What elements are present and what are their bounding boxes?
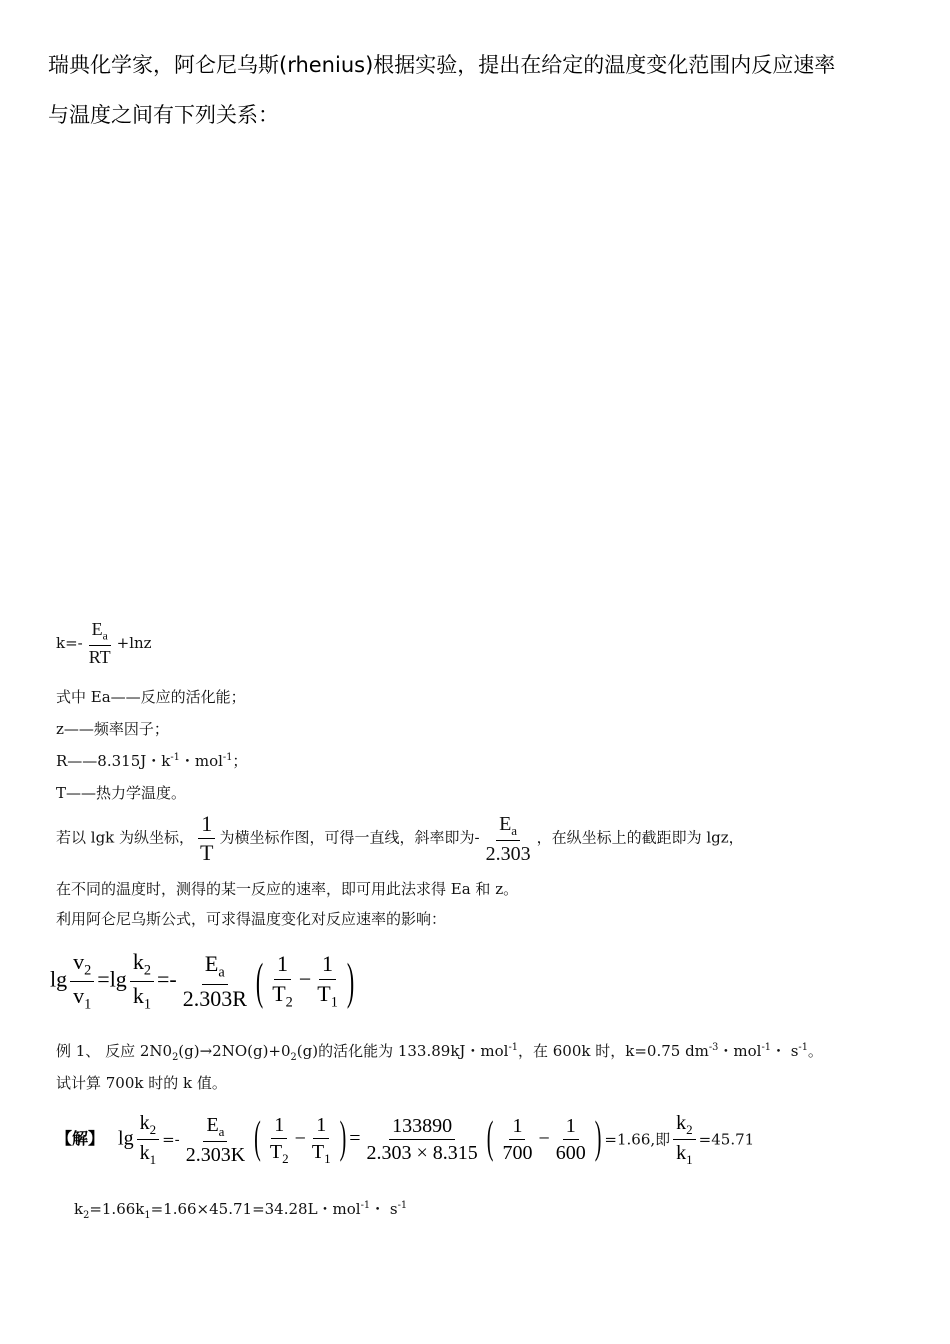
sol-one-d: 1 bbox=[563, 1115, 579, 1140]
formula2-paren-left: ( bbox=[255, 951, 264, 1010]
sol-k-den-sub: 1 bbox=[149, 1152, 157, 1168]
formula2-e-num-sub: a bbox=[218, 964, 225, 981]
sol-t2-frac bbox=[267, 1114, 292, 1166]
formula2-e-frac bbox=[180, 952, 250, 1010]
sol-big-frac bbox=[364, 1115, 481, 1164]
ex-c: (g)的活化能为 133.89kJ・mol bbox=[296, 1042, 509, 1060]
formula2-eq1: =lg bbox=[97, 966, 127, 992]
sol-k1: k bbox=[676, 1142, 687, 1165]
ex-sup4: -1 bbox=[798, 1042, 808, 1053]
formula1-rhs: +lnz bbox=[116, 634, 152, 653]
ex-d: ，在 600k 时，k=0.75 dm bbox=[517, 1042, 709, 1060]
formula2-one-a: 1 bbox=[274, 952, 291, 979]
ex-sup3: -1 bbox=[761, 1042, 771, 1053]
def-t: T——热力学温度。 bbox=[56, 784, 187, 802]
formula2-e-num: E bbox=[204, 951, 219, 977]
intro-line-2: 与温度之间有下列关系： bbox=[48, 103, 279, 127]
formula2-k-num: k bbox=[132, 949, 144, 974]
final-sub1: 2 bbox=[83, 1210, 90, 1221]
ex-sup1: -1 bbox=[508, 1042, 518, 1053]
ex-sup2: -3 bbox=[708, 1042, 719, 1053]
sol-t1-frac bbox=[309, 1114, 334, 1166]
final-sub2: 1 bbox=[144, 1210, 151, 1221]
ex-b: (g)→2NO(g)+0 bbox=[178, 1042, 291, 1060]
para1-frac2 bbox=[483, 813, 534, 865]
formula2-v-frac bbox=[70, 950, 94, 1013]
def-r-post: ； bbox=[232, 752, 248, 770]
sol-eq1: =- bbox=[162, 1130, 180, 1149]
sol-eq2: = bbox=[349, 1127, 361, 1150]
formula1-lhs: k=- bbox=[56, 634, 83, 653]
def-r-sup2: -1 bbox=[222, 752, 233, 763]
final-sup2: -1 bbox=[397, 1200, 408, 1211]
sol-ratio-frac bbox=[673, 1112, 696, 1168]
final-c: =1.66×45.71=34.28L・mol bbox=[150, 1200, 361, 1218]
formula2-one-b: 1 bbox=[319, 952, 336, 979]
ex-f: ・ s bbox=[770, 1042, 799, 1060]
sol-minus2: − bbox=[538, 1127, 550, 1150]
formula2-v-num: v bbox=[73, 949, 85, 974]
final-b: =1.66k bbox=[89, 1200, 145, 1218]
def-z: z——频率因子； bbox=[56, 720, 169, 738]
sol-one-c: 1 bbox=[509, 1115, 525, 1140]
para1-frac2-den: 2.303 bbox=[485, 842, 531, 865]
sol-600: 600 bbox=[555, 1142, 586, 1165]
formula2-t2: T bbox=[272, 980, 286, 1006]
formula1-fraction bbox=[86, 620, 114, 668]
sol-700: 700 bbox=[502, 1142, 533, 1165]
sol-result: =1.66,即 bbox=[604, 1130, 671, 1149]
formula2-k-den: k bbox=[132, 983, 144, 1009]
sol-600-frac bbox=[553, 1115, 589, 1164]
example-1-line1 bbox=[56, 1040, 823, 1063]
formula2-v-den: v bbox=[73, 983, 85, 1009]
formula2-t1-sub: 1 bbox=[330, 994, 338, 1011]
formula1-num: E bbox=[91, 619, 103, 639]
def-ea: 式中 Ea——反应的活化能； bbox=[56, 688, 246, 706]
sol-result2: =45.71 bbox=[698, 1130, 755, 1149]
ex-e: ・mol bbox=[718, 1042, 762, 1060]
formula2-v-num-sub: 2 bbox=[84, 962, 92, 979]
sol-big-den: 2.303 × 8.315 bbox=[366, 1142, 478, 1165]
sol-one-a: 1 bbox=[271, 1114, 287, 1139]
sol-paren-left: ( bbox=[254, 1113, 261, 1164]
arrhenius-formula bbox=[56, 620, 152, 668]
sol-big-num: 133890 bbox=[389, 1115, 455, 1140]
formula2-k-den-sub: 1 bbox=[143, 996, 151, 1013]
formula2-paren-right: ) bbox=[346, 951, 355, 1010]
sol-700-frac bbox=[499, 1115, 535, 1164]
final-answer bbox=[74, 1198, 407, 1221]
sol-k-num-sub: 2 bbox=[149, 1122, 157, 1137]
sol-paren2-right: ) bbox=[594, 1113, 602, 1164]
formula2-t2-sub: 2 bbox=[285, 994, 293, 1011]
formula2-k-num-sub: 2 bbox=[143, 962, 151, 979]
example-1-line2: 试计算 700k 时的 k 值。 bbox=[56, 1074, 227, 1092]
sol-paren2-left: ( bbox=[486, 1113, 494, 1164]
para1-frac1 bbox=[197, 812, 216, 865]
formula2-e-den: 2.303R bbox=[182, 985, 247, 1011]
sol-t2: T bbox=[269, 1140, 283, 1163]
sol-t1: T bbox=[311, 1140, 325, 1163]
para1-c: ，在纵坐标上的截距即为 lgz， bbox=[536, 828, 744, 847]
formula2-lg1: lg bbox=[50, 966, 68, 992]
formula1-num-sub: a bbox=[102, 629, 108, 643]
ex-sub2: 2 bbox=[290, 1052, 297, 1063]
formula2-t1: T bbox=[317, 980, 331, 1006]
para1-line2: 在不同的温度时，测得的某一反应的速率，即可用此法求得 Ea 和 z。 bbox=[56, 880, 519, 898]
ex-sub1: 2 bbox=[172, 1052, 179, 1063]
para1-line3: 利用阿仑尼乌斯公式，可求得温度变化对反应速率的影响： bbox=[56, 910, 447, 928]
formula2-eq2: =- bbox=[156, 966, 177, 992]
formula2-k-frac bbox=[130, 950, 154, 1013]
para1-frac2-num-sub: a bbox=[511, 822, 518, 838]
sol-k2: k bbox=[676, 1112, 687, 1134]
para1-a: 若以 lgk 为纵坐标， bbox=[56, 828, 195, 847]
sol-e-num-sub: a bbox=[218, 1123, 225, 1139]
sol-t1-sub: 1 bbox=[324, 1150, 331, 1166]
intro-paragraph bbox=[48, 40, 908, 140]
final-sup1: -1 bbox=[360, 1200, 371, 1211]
para1-frac1-num: 1 bbox=[198, 812, 215, 839]
ex-g: 。 bbox=[807, 1042, 823, 1060]
sol-paren-right: ) bbox=[339, 1113, 347, 1164]
def-r-mid: ・mol bbox=[179, 752, 223, 770]
para1-b: 为横坐标作图，可得一直线，斜率即为- bbox=[219, 828, 480, 847]
sol-t2-sub: 2 bbox=[282, 1150, 289, 1166]
sol-e-num: E bbox=[206, 1113, 219, 1136]
sol-k1-sub: 1 bbox=[686, 1152, 693, 1168]
intro-line-1: 瑞典化学家，阿仑尼乌斯(rhenius)根据实验，提出在给定的温度变化范围内反应速率 bbox=[48, 53, 836, 77]
rate-ratio-formula bbox=[50, 950, 357, 1013]
solution-label: 【解】 bbox=[56, 1129, 105, 1149]
sol-e-frac bbox=[183, 1114, 248, 1166]
formula2-minus: − bbox=[298, 966, 312, 992]
formula2-t2-frac bbox=[269, 952, 296, 1010]
para1-frac1-den: T bbox=[200, 840, 214, 866]
sol-lg: lg bbox=[118, 1127, 134, 1150]
plot-instruction bbox=[56, 812, 744, 865]
formula2-t1-frac bbox=[314, 952, 341, 1010]
final-d: ・ s bbox=[370, 1200, 398, 1218]
sol-k-num: k bbox=[139, 1112, 150, 1134]
sol-k-frac bbox=[137, 1112, 160, 1168]
sol-one-b: 1 bbox=[313, 1114, 329, 1139]
solution-formula bbox=[56, 1112, 754, 1168]
ex-a: 例 1、 反应 2N0 bbox=[56, 1042, 173, 1060]
def-r-pre: R——8.315J・k bbox=[56, 752, 171, 770]
final-a: k bbox=[74, 1200, 84, 1218]
formula1-den: RT bbox=[88, 647, 111, 668]
sol-e-den: 2.303K bbox=[185, 1143, 246, 1166]
formula2-v-den-sub: 1 bbox=[84, 996, 92, 1013]
sol-k-den: k bbox=[139, 1142, 150, 1165]
sol-minus: − bbox=[294, 1127, 306, 1150]
def-r-sup1: -1 bbox=[170, 752, 180, 763]
def-r bbox=[56, 750, 247, 771]
para1-frac2-num: E bbox=[499, 812, 512, 835]
sol-k2-sub: 2 bbox=[686, 1122, 693, 1137]
